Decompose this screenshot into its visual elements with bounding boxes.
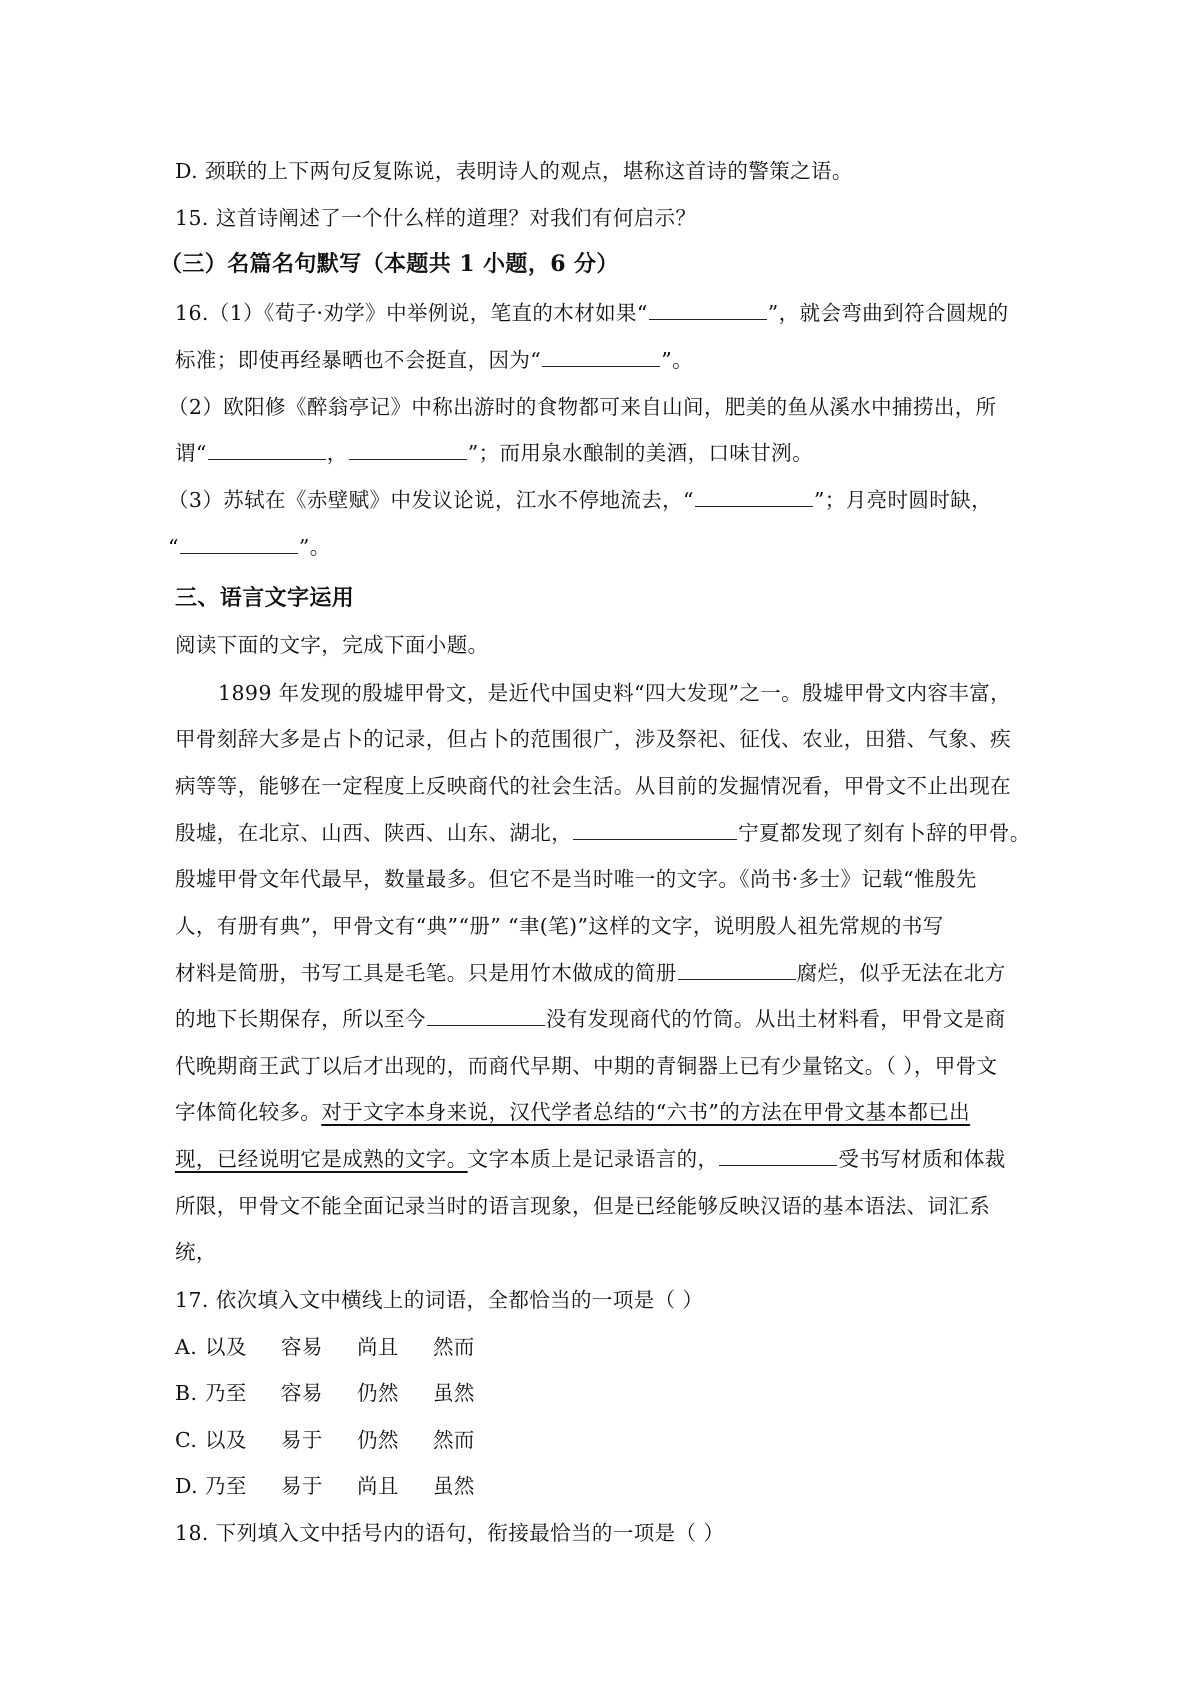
- text: 16.（1）《荀子·劝学》中举例说，笔直的木材如果“: [175, 301, 648, 325]
- passage-line-9: 代晚期商王武丁以后才出现的，而商代早期、中期的青铜器上已有少量铭文。（ ），甲骨文: [175, 1054, 998, 1078]
- option-word: 尚且: [357, 1474, 399, 1498]
- section3-heading: （三）名篇名句默写（本题共 1 小题，6 分）: [160, 251, 619, 277]
- q14-option-d: D. 颈联的上下两句反复陈说，表明诗人的观点，堪称这首诗的警策之语。: [175, 159, 853, 183]
- text: “: [168, 535, 179, 559]
- text: 殷墟，在北京、山西、陕西、山东、湖北，: [175, 821, 573, 845]
- text: ”。: [298, 535, 331, 559]
- passage-line-8: [175, 1004, 1006, 1034]
- passage-line-1: 1899 年发现的殷墟甲骨文，是近代中国史料“四大发现”之一。殷墟甲骨文内容丰富，: [218, 681, 1012, 705]
- text: 没有发现商代的竹筒。从出土材料看，甲骨文是商: [545, 1007, 1006, 1031]
- passage-line-7: [175, 958, 1006, 988]
- text: ”；月亮时圆时缺，: [813, 488, 993, 512]
- text: 的地下长期保存，所以至今: [175, 1007, 426, 1031]
- q17-option-c[interactable]: [175, 1425, 509, 1455]
- option-word: 然而: [433, 1428, 475, 1452]
- text: ，: [326, 441, 348, 465]
- option-word: 虽然: [433, 1381, 475, 1405]
- passage-line-5: 殷墟甲骨文年代最早，数量最多。但它不是当时唯一的文字。《尚书·多士》记载“惟殷先: [175, 867, 977, 891]
- option-word: 易于: [281, 1474, 323, 1498]
- answer-blank[interactable]: [573, 819, 737, 840]
- text: 材料是简册，书写工具是毛笔。只是用竹木做成的简册: [175, 961, 677, 985]
- q17-option-d[interactable]: [175, 1471, 509, 1501]
- option-word: 仍然: [357, 1428, 399, 1452]
- option-word: 乃至: [205, 1381, 247, 1405]
- option-word: 容易: [281, 1335, 323, 1359]
- option-letter: A.: [175, 1335, 198, 1359]
- q16-line1: [175, 298, 1009, 328]
- answer-blank[interactable]: [427, 1005, 545, 1026]
- text: 腐烂，似乎无法在北方: [796, 961, 1006, 985]
- part3-heading: 三、语言文字运用: [175, 585, 355, 611]
- option-word: 易于: [281, 1428, 323, 1452]
- q17-stem: 17. 依次填入文中横线上的词语，全都恰当的一项是（ ）: [175, 1288, 704, 1312]
- answer-blank[interactable]: [542, 346, 660, 367]
- option-word: 乃至: [205, 1474, 247, 1498]
- q16-line6: [168, 532, 331, 562]
- passage-line-11: [175, 1144, 1006, 1174]
- answer-blank[interactable]: [719, 1145, 837, 1166]
- q17-option-a[interactable]: [175, 1332, 509, 1362]
- text: ”；而用泉水酿制的美酒，口味甘洌。: [467, 441, 813, 465]
- text: 字体简化较多。: [175, 1100, 322, 1124]
- q16-line3: （2）欧阳修《醉翁亭记》中称出游时的食物都可来自山间，肥美的鱼从溪水中捕捞出，所: [168, 395, 997, 419]
- option-letter: D.: [175, 1474, 199, 1498]
- text: （3）苏轼在《赤壁赋》中发议论说，江水不停地流去，“: [168, 488, 694, 512]
- option-word: 虽然: [433, 1474, 475, 1498]
- text: ”，就会弯曲到符合圆规的: [767, 301, 1009, 325]
- text: ”。: [661, 348, 693, 372]
- option-word: 然而: [433, 1335, 475, 1359]
- option-letter: B.: [175, 1381, 198, 1405]
- underlined-sentence: 现，已经说明它是成熟的文字。: [175, 1147, 468, 1171]
- q16-line2: [175, 345, 693, 375]
- q16-line4: [175, 438, 813, 468]
- answer-blank[interactable]: [180, 533, 298, 554]
- option-word: 容易: [281, 1381, 323, 1405]
- answer-blank[interactable]: [649, 299, 767, 320]
- q18-stem: 18. 下列填入文中括号内的语句，衔接最恰当的一项是（ ）: [175, 1521, 725, 1545]
- text: 谓“: [175, 441, 207, 465]
- text: 文字本质上是记录语言的，: [467, 1147, 719, 1171]
- option-word: 以及: [205, 1335, 247, 1359]
- passage-line-10: [175, 1097, 970, 1127]
- passage-line-6: 人，有册有典”，甲骨文有“典”“册” “聿(笔)”这样的文字，说明殷人祖先常规的书写: [175, 914, 944, 938]
- q15-stem: 15. 这首诗阐述了一个什么样的道理？对我们有何启示？: [175, 206, 697, 230]
- passage-line-12: 所限，甲骨文不能全面记录当时的语言现象，但是已经能够反映汉语的基本语法、词汇系: [175, 1194, 991, 1218]
- q16-line5: [168, 485, 992, 515]
- underlined-sentence: 对于文字本身来说，汉代学者总结的“六书”的方法在甲骨文基本都已出: [321, 1100, 971, 1124]
- option-word: 仍然: [357, 1381, 399, 1405]
- text: 宁夏都发现了刻有卜辞的甲骨。: [738, 821, 1031, 845]
- passage-line-2: 甲骨刻辞大多是占卜的记录，但占卜的范围很广，涉及祭祀、征伐、农业，田猎、气象、疾: [175, 727, 1011, 751]
- answer-blank[interactable]: [208, 439, 326, 460]
- passage-line-4: [175, 818, 1031, 848]
- passage-line-3: 病等等，能够在一定程度上反映商代的社会生活。从目前的发掘情况看，甲骨文不止出现在: [175, 774, 1011, 798]
- q17-option-b[interactable]: [175, 1378, 509, 1408]
- passage-line-13: 统，: [175, 1240, 217, 1264]
- option-letter: C.: [175, 1428, 198, 1452]
- text: 受书写材质和体裁: [838, 1147, 1006, 1171]
- answer-blank[interactable]: [678, 959, 796, 980]
- reading-instruction: 阅读下面的文字，完成下面小题。: [175, 633, 489, 657]
- answer-blank[interactable]: [695, 486, 813, 507]
- answer-blank[interactable]: [349, 439, 467, 460]
- text: 标准；即使再经暴晒也不会挺直，因为“: [175, 348, 542, 372]
- option-word: 以及: [205, 1428, 247, 1452]
- option-word: 尚且: [357, 1335, 399, 1359]
